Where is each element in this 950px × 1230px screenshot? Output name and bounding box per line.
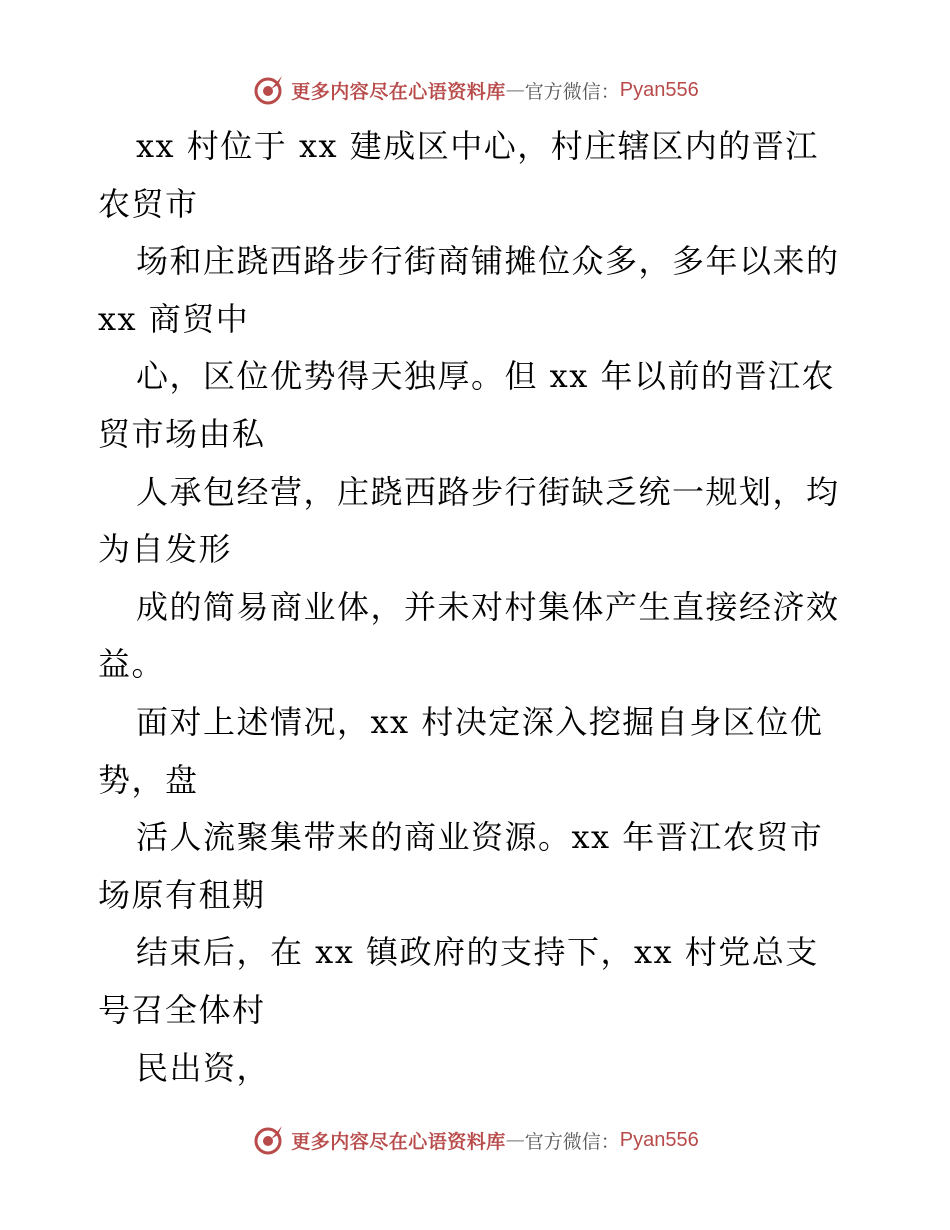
text-line: 为自发形 xyxy=(98,530,233,569)
text-line: 农贸市 xyxy=(98,184,199,223)
text-line: 成的简易商业体，并未对村集体产生直接经济效 xyxy=(136,587,840,626)
text-line: 心，区位优势得天独厚。但 xx 年以前的晋江农 xyxy=(136,357,835,396)
text-line: xx 村位于 xx 建成区中心，村庄辖区内的晋江 xyxy=(136,127,819,165)
text-line: 场和庄跷西路步行街商铺摊位众多，多年以来的 xyxy=(136,242,840,281)
text-line: 号召全体村 xyxy=(98,990,266,1029)
text-line: xx 商贸中 xyxy=(98,299,250,338)
banner-dash: — xyxy=(505,1129,525,1151)
text-line: 益。 xyxy=(98,645,166,684)
text-line: 结束后，在 xx 镇政府的支持下，xx 村党总支 xyxy=(136,933,819,972)
text-line: 民出资， xyxy=(136,1048,271,1087)
footer-banner xyxy=(0,1120,950,1160)
text-line: 面对上述情况，xx 村决定深入挖掘自身区位优 xyxy=(136,702,824,741)
banner-text: 更多内容尽在心语资料库 xyxy=(291,80,506,103)
text-line: 场原有租期 xyxy=(98,875,266,914)
text-line: 贸市场由私 xyxy=(98,414,266,453)
banner-dash: — xyxy=(505,79,525,101)
banner-wechat-label: 官方微信： xyxy=(524,1130,620,1153)
text-line: 人承包经营，庄跷西路步行街缺乏统一规划，均 xyxy=(136,472,840,511)
document-body xyxy=(98,118,858,1097)
banner-wechat-label: 官方微信： xyxy=(524,80,620,103)
banner-wechat-id: Pyan556 xyxy=(619,78,699,101)
banner-wechat-id: Pyan556 xyxy=(619,1128,699,1151)
text-line: 活人流聚集带来的商业资源。xx 年晋江农贸市 xyxy=(136,818,824,857)
feather-logo-icon xyxy=(251,73,285,107)
header-banner xyxy=(0,70,950,110)
text-line: 势，盘 xyxy=(98,760,199,799)
banner-text: 更多内容尽在心语资料库 xyxy=(291,1130,506,1153)
feather-logo-icon xyxy=(251,1123,285,1157)
